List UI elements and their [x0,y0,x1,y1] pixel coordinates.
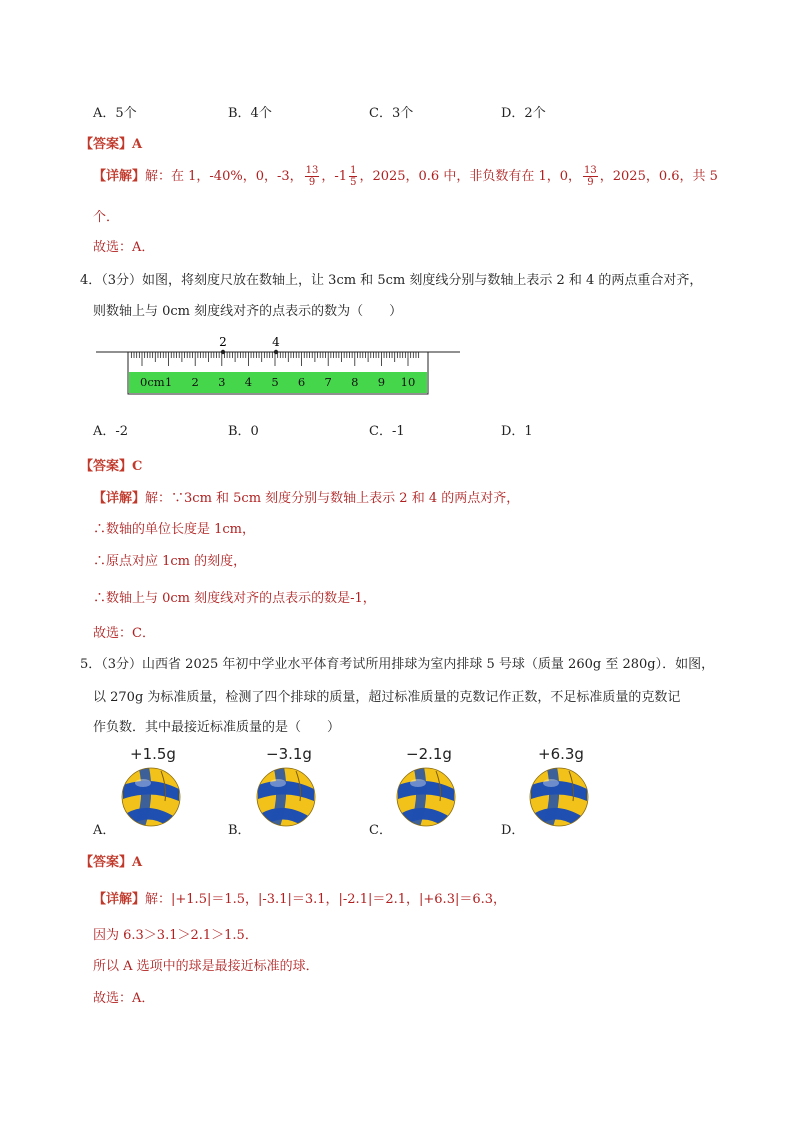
ball-b-option: B． [228,823,251,838]
q4-answer: 【答案】C [80,459,143,474]
ruler-label: 3 [218,375,226,389]
ball-a-option: A． [93,823,116,838]
q3-answer: 【答案】A [80,137,143,152]
q5-stem-line1: 5．（3分）山西省 2025 年初中学业水平体育考试所用排球为室内排球 5 号球（质量 260g 至 280g）．如图， [80,657,715,672]
q3-option-d: D．2个 [501,106,546,121]
fraction-13-9 [305,165,320,188]
ball-d-label: +6.3g [538,745,584,763]
q4-option-d: D．1 [501,424,533,439]
q4-detail-line2: ∴数轴的单位长度是 1cm， [93,522,256,537]
fraction-denominator: 9 [587,177,594,188]
q5-detail-tag: 【详解】 [93,892,146,907]
fraction-13-9 [583,165,598,188]
ruler-label: 9 [377,375,386,389]
axis-point-2 [221,350,225,354]
q4-option-c: C．-1 [369,424,405,439]
ball-d-option: D． [501,823,525,838]
ruler-label: 10 [400,375,416,389]
ruler-label: 5 [271,375,279,389]
q4-option-a: A．-2 [93,424,129,439]
ball-c-option: C． [369,823,392,838]
q3-detail-line1 [93,163,718,191]
fraction-numerator: 13 [584,165,597,176]
q4-detail-tag: 【详解】 [93,491,146,506]
q5-detail-line3: 所以 A 选项中的球是最接近标准的球． [93,959,319,974]
q5-detail-text: 解：|+1.5|＝1.5，|-3.1|＝3.1，|-2.1|＝2.1，|+6.3|＝6.3， [145,892,507,907]
ball-c-label: −2.1g [406,745,452,763]
axis-label-4: 4 [272,335,280,349]
axis-label-2: 2 [219,335,227,349]
q5-answer: 【答案】A [80,855,143,870]
q3-detail-text-4: ，2025，0.6，共 5 [599,169,718,184]
q5-detail-line1 [93,888,506,907]
volleyball-b-image [256,767,318,829]
volleyball-d-image [529,767,591,829]
ball-b-label: −3.1g [266,745,312,763]
axis-point-4 [274,350,278,354]
q5-stem-line3: 作负数．其中最接近标准质量的是（ ） [93,720,341,735]
q5-choose: 故选：A． [93,991,155,1006]
q4-option-b: B．0 [228,424,259,439]
fraction-numerator: 1 [350,165,357,176]
ruler-label: 8 [351,375,359,389]
fraction-numerator: 13 [305,165,319,176]
q5-detail-line2: 因为 6.3＞3.1＞2.1＞1.5． [93,928,258,943]
q4-choose: 故选：C． [93,626,155,641]
q3-detail-line2: 个． [93,210,120,225]
fraction-denominator: 5 [350,177,357,188]
q4-stem-line1: 4．（3分）如图，将刻度尺放在数轴上，让 3cm 和 5cm 刻度线分别与数轴上表示 2 和 4 的两点重合对齐， [80,273,703,288]
q4-detail-line3: ∴原点对应 1cm 的刻度， [93,554,247,569]
q4-detail-text: 解：∵3cm 和 5cm 刻度分别与数轴上表示 2 和 4 的两点对齐， [145,491,520,506]
q3-choose: 故选：A． [93,240,155,255]
q3-option-c: C．3个 [369,106,414,121]
q4-stem-line2: 则数轴上与 0cm 刻度线对齐的点表示的数为（ ） [93,304,403,319]
ball-a-label: +1.5g [130,745,176,763]
q4-detail-line4: ∴数轴上与 0cm 刻度线对齐的点表示的数是-1， [93,591,376,606]
ruler-label: 7 [324,375,332,389]
q3-detail-tag: 【详解】 [93,169,146,184]
fraction-denominator: 9 [308,177,316,188]
q4-detail-line1 [93,487,519,506]
ruler-label: 6 [297,375,306,389]
q3-detail-text-3: ，2025，0.6 中，非负数有在 1，0， [359,169,582,184]
q3-detail-text-1: 解：在 1，-40%，0，-3， [145,169,303,184]
ruler-label: 2 [191,375,199,389]
q5-stem-line2: 以 270g 为标准质量，检测了四个排球的质量，超过标准质量的克数记作正数，不足标准质量的克数记 [93,690,681,705]
q3-option-b: B．4个 [228,106,272,121]
volleyball-c-image [396,767,458,829]
ruler-label: 1 [164,375,173,389]
q3-detail-text-2: ，-1 [321,169,348,184]
ruler-label: 4 [244,375,253,389]
fraction-1-5 [349,165,357,188]
q3-option-a: A．5个 [93,106,137,121]
volleyball-a-image [121,767,183,829]
ruler-figure [96,334,464,396]
ruler-label: 0cm [140,375,165,389]
